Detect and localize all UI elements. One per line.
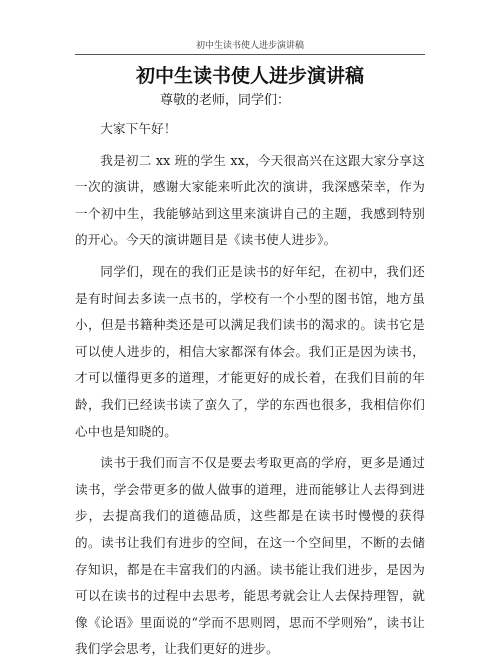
- document-body: [75, 116, 425, 668]
- paragraph: 同学们，现在的我们正是读书的好年纪，在初中，我们还是有时间去多读一点书的，学校有一个小型的图书馆，地方虽小，但是书籍种类还是可以满足我们读书的渴求的。读书它是可以使人进步的，相信大家都深有体会。我们正是因为读书，才可以懂得更多的道理，才能更好的成长着，在我们目前的年龄，我们已经读书读了蛮久了，学的东西也很多，我相信你们心中也是知晓的。: [75, 263, 425, 439]
- greeting-line: 尊敬的老师，同学们：: [160, 93, 291, 108]
- paragraph: 大家下午好！: [100, 121, 177, 136]
- document-title: 初中生读书使人进步演讲稿: [135, 65, 364, 87]
- paragraph: 读书于我们而言不仅是要去考取更高的学府，更多是通过读书，学会带更多的做人做事的道理，进而能够让人去得到进步，去提高我们的道德品质，这些都是在读书时慢慢的获得的。读书让我们有进步的空间，在这一个空间里，不断的去储存知识，都是在丰富我们的内涵。读书能让我们进步，是因为可以在读书的过程中去思考，能思考就会让人去保持理智，就像《论语》里面说的“学而不思则罔，思而不学则殆”，读书让我们学会思考，让我们更好的进步。: [75, 455, 425, 657]
- header-divider: [75, 54, 425, 55]
- running-header: 初中生读书使人进步演讲稿: [195, 41, 304, 51]
- paragraph: 我是初二 xx 班的学生 xx，今天很高兴在这跟大家分享这一次的演讲，感谢大家能来听此次的演讲，我深感荣幸，作为一个初中生，我能够站到这里来演讲自己的主题，我感到特别的开心。今天的演讲题目是《读书使人进步》。: [75, 152, 425, 248]
